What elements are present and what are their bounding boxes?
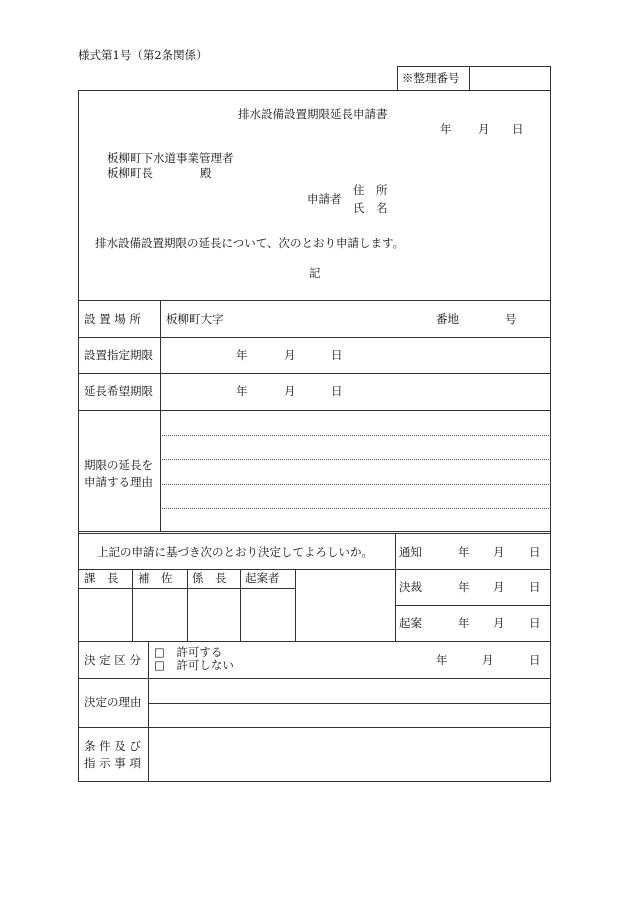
- row-line: [78, 531, 551, 532]
- addressee-line1: 板柳町下水道事業管理者: [107, 151, 234, 165]
- approval-month: 月: [493, 580, 505, 594]
- applicant-label: 申請者: [307, 192, 342, 206]
- date-day: 日: [512, 122, 524, 136]
- draft-year: 年: [458, 616, 470, 630]
- approval-line: [395, 605, 551, 606]
- reason-label: [84, 457, 153, 491]
- notify-day: 日: [529, 545, 541, 559]
- row-line: [78, 533, 551, 534]
- approval-day: 日: [529, 580, 541, 594]
- conditions-label-line2: 指 示 事 項: [84, 756, 141, 770]
- location-label: 設 置 場 所: [84, 312, 141, 326]
- ref-number-label: ※整理番号: [402, 71, 460, 85]
- role-subsection-chief: 係 長: [192, 571, 227, 585]
- row-line: [78, 410, 551, 411]
- notify-line: [395, 569, 551, 570]
- approval-label: 決裁: [399, 580, 422, 594]
- decision-day: 日: [529, 653, 541, 667]
- role-section-chief: 課 長: [84, 571, 119, 585]
- label-column-divider: [148, 641, 149, 782]
- conditions-label-line1: 条 件 及 び: [84, 739, 141, 753]
- ki-mark: 記: [309, 266, 321, 280]
- location-field[interactable]: [230, 303, 430, 333]
- row-line: [78, 373, 551, 374]
- addressee-honorific: 殿: [200, 166, 212, 180]
- reason-label-line1: 期限の延長を: [84, 458, 153, 472]
- extension-day: 日: [331, 384, 343, 398]
- draft-label: 起案: [399, 616, 422, 630]
- role-divider: [240, 569, 241, 641]
- draft-month: 月: [493, 616, 505, 630]
- applicant-name-field[interactable]: [398, 201, 546, 217]
- row-line: [78, 300, 551, 301]
- ref-number-field[interactable]: [472, 67, 548, 89]
- deadline-label: 設置指定期限: [84, 348, 153, 362]
- decision-class-label: 決 定 区 分: [84, 653, 141, 667]
- notify-month: 月: [493, 545, 505, 559]
- decision-reason-field[interactable]: [151, 681, 547, 724]
- extension-label: 延長希望期限: [84, 384, 153, 398]
- location-go: 号: [505, 312, 517, 326]
- role-divider: [187, 569, 188, 641]
- right-block-divider: [395, 533, 396, 641]
- decision-reason-label: 決定の理由: [84, 695, 142, 709]
- conditions-label: [84, 738, 141, 772]
- application-statement: 排水設備設置期限の延長について、次のとおり申請します。: [95, 236, 405, 250]
- row-line: [78, 337, 551, 338]
- applicant-name-label: 氏 名: [353, 201, 388, 215]
- decision-month: 月: [482, 653, 494, 667]
- addressee-line2: 板柳町長: [107, 166, 153, 180]
- permit-option[interactable]: □ 許可する: [154, 645, 223, 659]
- approval-year: 年: [458, 580, 470, 594]
- extension-year: 年: [236, 384, 248, 398]
- form-label: 様式第1号（第2条関係）: [78, 48, 208, 62]
- role-divider: [132, 569, 133, 641]
- applicant-address-label: 住 所: [353, 183, 388, 197]
- form-title: 排水設備設置期限延長申請書: [238, 107, 388, 121]
- deny-option[interactable]: □ 許可しない: [154, 658, 234, 672]
- deadline-day: 日: [331, 348, 343, 362]
- location-banchi: 番地: [436, 312, 459, 326]
- deadline-year: 年: [236, 348, 248, 362]
- roles-top-line: [78, 569, 395, 570]
- extension-month: 月: [284, 384, 296, 398]
- conditions-field[interactable]: [151, 730, 547, 778]
- ref-number-divider: [469, 66, 470, 91]
- reason-label-line2: 申請する理由: [84, 475, 153, 489]
- role-assistant: 補 佐: [138, 571, 173, 585]
- decision-year: 年: [436, 653, 448, 667]
- decision-statement: 上記の申請に基づき次のとおり決定してよろしいか。: [97, 545, 373, 559]
- role-divider: [295, 569, 296, 641]
- label-column-divider: [160, 300, 161, 531]
- notify-year: 年: [458, 545, 470, 559]
- date-year: 年: [440, 122, 452, 136]
- reason-field[interactable]: [163, 413, 547, 528]
- date-month: 月: [478, 122, 490, 136]
- notify-label: 通知: [399, 545, 422, 559]
- applicant-address-field[interactable]: [398, 183, 546, 199]
- deadline-month: 月: [284, 348, 296, 362]
- draft-day: 日: [529, 616, 541, 630]
- role-drafter: 起案者: [245, 571, 280, 585]
- location-town: 板柳町大字: [166, 312, 224, 326]
